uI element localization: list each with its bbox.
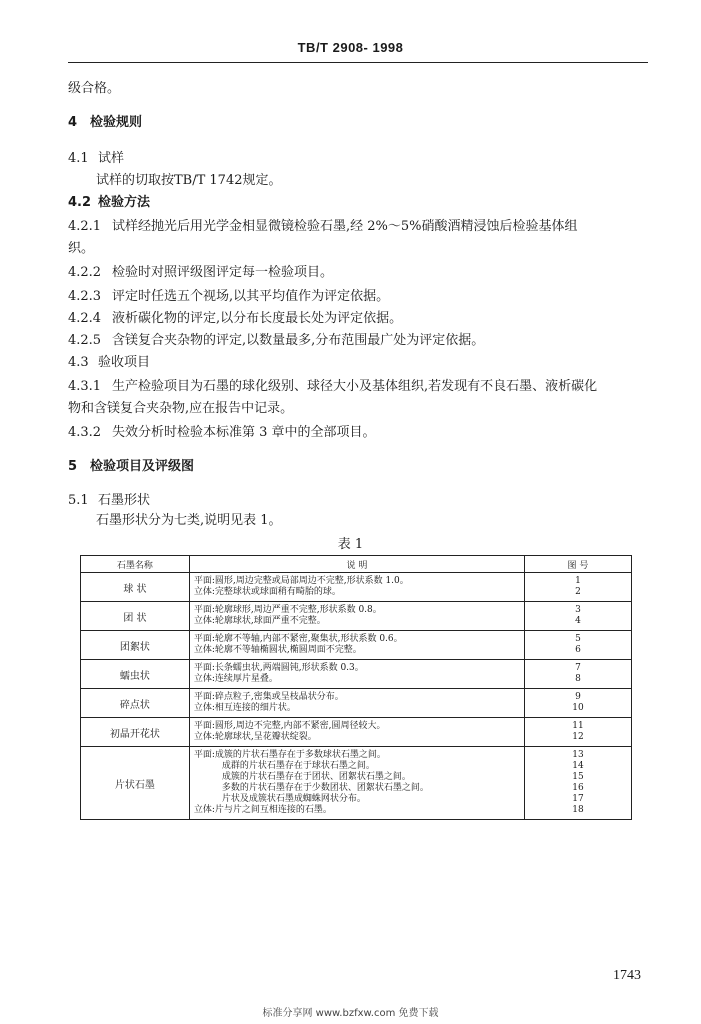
figure-number-cell	[524, 689, 631, 718]
figure-number-cell	[524, 573, 631, 602]
clause-4-2-5-num: 4.2.5	[68, 333, 102, 348]
figure-number: 1	[575, 576, 581, 586]
clause-4-2-1-text: 试样经抛光后用光学金相显微镜检验石墨,经 2%～5%硝酸酒精浸蚀后检验基体组	[112, 219, 578, 234]
clause-4-3-title: 验收项目	[98, 355, 151, 370]
figure-number: 15	[572, 772, 584, 782]
description-line: 立体:相互连接的细片状。	[193, 703, 296, 713]
clause-4-2-4	[68, 308, 402, 330]
description-line: 立体:轮廓球状,呈花瓣状绽裂。	[193, 732, 317, 742]
clause-4-2-1-line1	[68, 216, 578, 238]
graphite-name-cell: 团 状	[81, 602, 190, 631]
clause-4-2-3-text: 评定时任选五个视场,以其平均值作为评定依据。	[112, 289, 390, 304]
col-header-fig: 图 号	[524, 556, 631, 573]
clause-4-2-4-num: 4.2.4	[68, 311, 102, 326]
clause-4-3-1-line2: 物和含镁复合夹杂物,应在报告中记录。	[68, 401, 294, 416]
clause-4-2-2-text: 检验时对照评级图评定每一检验项目。	[112, 265, 334, 280]
description-line: 立体:片与片之间互相连接的石墨。	[193, 805, 332, 815]
clause-4-3-num: 4.3	[68, 355, 89, 370]
clause-4-2-3-num: 4.2.3	[68, 289, 102, 304]
clause-4-2-5	[68, 330, 484, 352]
figure-number: 17	[572, 794, 584, 804]
section-4-num: 4	[68, 115, 78, 130]
table-row	[81, 689, 632, 718]
figure-number: 16	[572, 783, 584, 793]
graphite-name-cell: 初晶开花状	[81, 718, 190, 747]
table-row	[81, 718, 632, 747]
graphite-name-cell: 蠕虫状	[81, 660, 190, 689]
description-cell	[189, 631, 524, 660]
figure-number: 3	[575, 605, 581, 615]
clause-4-2-2-num: 4.2.2	[68, 265, 102, 280]
description-line: 多数的片状石墨存在于少数团状、团絮状石墨之间。	[221, 783, 429, 793]
clause-4-2-3	[68, 286, 389, 308]
page-number: 1743	[613, 968, 641, 983]
figure-number: 5	[575, 634, 581, 644]
clause-5-1-heading	[68, 490, 150, 512]
clause-4-2-2	[68, 262, 333, 284]
clause-4-2-5-text: 含镁复合夹杂物的评定,以数量最多,分布范围最广处为评定依据。	[112, 333, 485, 348]
clause-4-1-text: 试样的切取按TB/T 1742规定。	[96, 173, 282, 188]
table-header-row	[81, 556, 632, 573]
figure-number: 10	[572, 703, 584, 713]
description-cell	[189, 747, 524, 820]
description-line: 立体:轮廓球状,球面严重不完整。	[193, 616, 326, 626]
section-4-title: 检验规则	[90, 115, 143, 130]
section-5-title: 检验项目及评级图	[90, 459, 195, 474]
clause-5-1-num: 5.1	[68, 493, 89, 508]
figure-number-cell	[524, 660, 631, 689]
description-line: 成群的片状石墨存在于球状石墨之间。	[221, 761, 375, 771]
section-5-heading	[68, 456, 194, 478]
figure-number: 18	[572, 805, 584, 815]
table-row	[81, 747, 632, 820]
table-row	[81, 602, 632, 631]
description-cell	[189, 689, 524, 718]
graphite-name-cell: 碎点状	[81, 689, 190, 718]
description-line: 平面:碎点粒子,密集或呈枝晶状分布。	[193, 692, 344, 702]
figure-number-cell	[524, 631, 631, 660]
figure-number: 8	[575, 674, 581, 684]
figure-number: 6	[575, 645, 581, 655]
description-line: 立体:连续厚片星叠。	[193, 674, 278, 684]
description-cell	[189, 660, 524, 689]
figure-number: 9	[575, 692, 581, 702]
figure-number: 14	[572, 761, 584, 771]
table-row	[81, 660, 632, 689]
clause-4-3-1-text: 生产检验项目为石墨的球化级别、球径大小及基体组织,若发现有不良石墨、液析碳化	[112, 379, 598, 394]
description-cell	[189, 602, 524, 631]
description-cell	[189, 718, 524, 747]
figure-number: 11	[572, 721, 584, 731]
description-line: 平面:圆形,周边完整或局部周边不完整,形状系数 1.0。	[193, 576, 409, 586]
figure-number-cell	[524, 602, 631, 631]
figure-number: 2	[575, 587, 581, 597]
description-line: 平面:长条蠕虫状,两端圆钝,形状系数 0.3。	[193, 663, 364, 673]
header-rule	[68, 62, 648, 63]
figure-number: 12	[572, 732, 584, 742]
clause-4-3-1-num: 4.3.1	[68, 379, 102, 394]
description-line: 平面:成簇的片状石墨存在于多数球状石墨之间。	[193, 750, 386, 760]
description-line: 立体:完整球状或球面稍有畸胎的球。	[193, 587, 341, 597]
clause-4-3-2	[68, 422, 376, 444]
clause-4-1-num: 4.1	[68, 151, 89, 166]
table-1-caption: 表 1	[337, 537, 364, 552]
clause-4-2-heading	[68, 192, 150, 214]
figure-number: 13	[572, 750, 584, 760]
description-line: 平面:轮廓球形,周边严重不完整,形状系数 0.8。	[193, 605, 382, 615]
col-header-desc: 说 明	[189, 556, 524, 573]
section-4-heading	[68, 112, 142, 134]
description-line: 平面:圆形,周边不完整,内部不紧密,圆周径较大。	[193, 721, 386, 731]
description-cell	[189, 573, 524, 602]
clause-4-2-title: 检验方法	[98, 195, 151, 210]
figure-number-cell	[524, 718, 631, 747]
clause-4-2-num: 4.2	[68, 195, 92, 210]
description-line: 片状及成簇状石墨成蜘蛛网状分布。	[221, 794, 366, 804]
graphite-name-cell: 团絮状	[81, 631, 190, 660]
col-header-name: 石墨名称	[81, 556, 190, 573]
clause-4-2-1-line2: 织。	[68, 241, 95, 256]
clause-5-1-title: 石墨形状	[98, 493, 151, 508]
description-line: 平面:轮廓不等轴,内部不紧密,聚集状,形状系数 0.6。	[193, 634, 403, 644]
clause-4-3-1-line1	[68, 376, 597, 398]
clause-4-3-heading	[68, 352, 150, 374]
table-row	[81, 573, 632, 602]
section-5-num: 5	[68, 459, 78, 474]
figure-number: 4	[575, 616, 581, 626]
table-row	[81, 631, 632, 660]
continuation-text: 级合格。	[68, 81, 121, 96]
clause-4-3-2-text: 失效分析时检验本标准第 3 章中的全部项目。	[112, 425, 376, 440]
clause-4-1-title: 试样	[98, 151, 125, 166]
footer-watermark: 标准分享网 www.bzfxw.com 免费下载	[262, 1008, 439, 1019]
description-line: 立体:轮廓不等轴椭圆状,椭圆周面不完整。	[193, 645, 362, 655]
graphite-name-cell: 球 状	[81, 573, 190, 602]
clause-4-2-4-text: 液析碳化物的评定,以分布长度最长处为评定依据。	[112, 311, 403, 326]
graphite-name-cell: 片状石墨	[81, 747, 190, 820]
figure-number-cell	[524, 747, 631, 820]
graphite-shape-table	[80, 555, 632, 820]
clause-4-2-1-num: 4.2.1	[68, 219, 102, 234]
clause-5-1-text: 石墨形状分为七类,说明见表 1。	[96, 513, 282, 528]
clause-4-1-heading	[68, 148, 124, 170]
page-header: TB/T 2908- 1998	[297, 40, 404, 55]
figure-number: 7	[575, 663, 581, 673]
description-line: 成簇的片状石墨存在于团状、团絮状石墨之间。	[221, 772, 411, 782]
clause-4-3-2-num: 4.3.2	[68, 425, 102, 440]
